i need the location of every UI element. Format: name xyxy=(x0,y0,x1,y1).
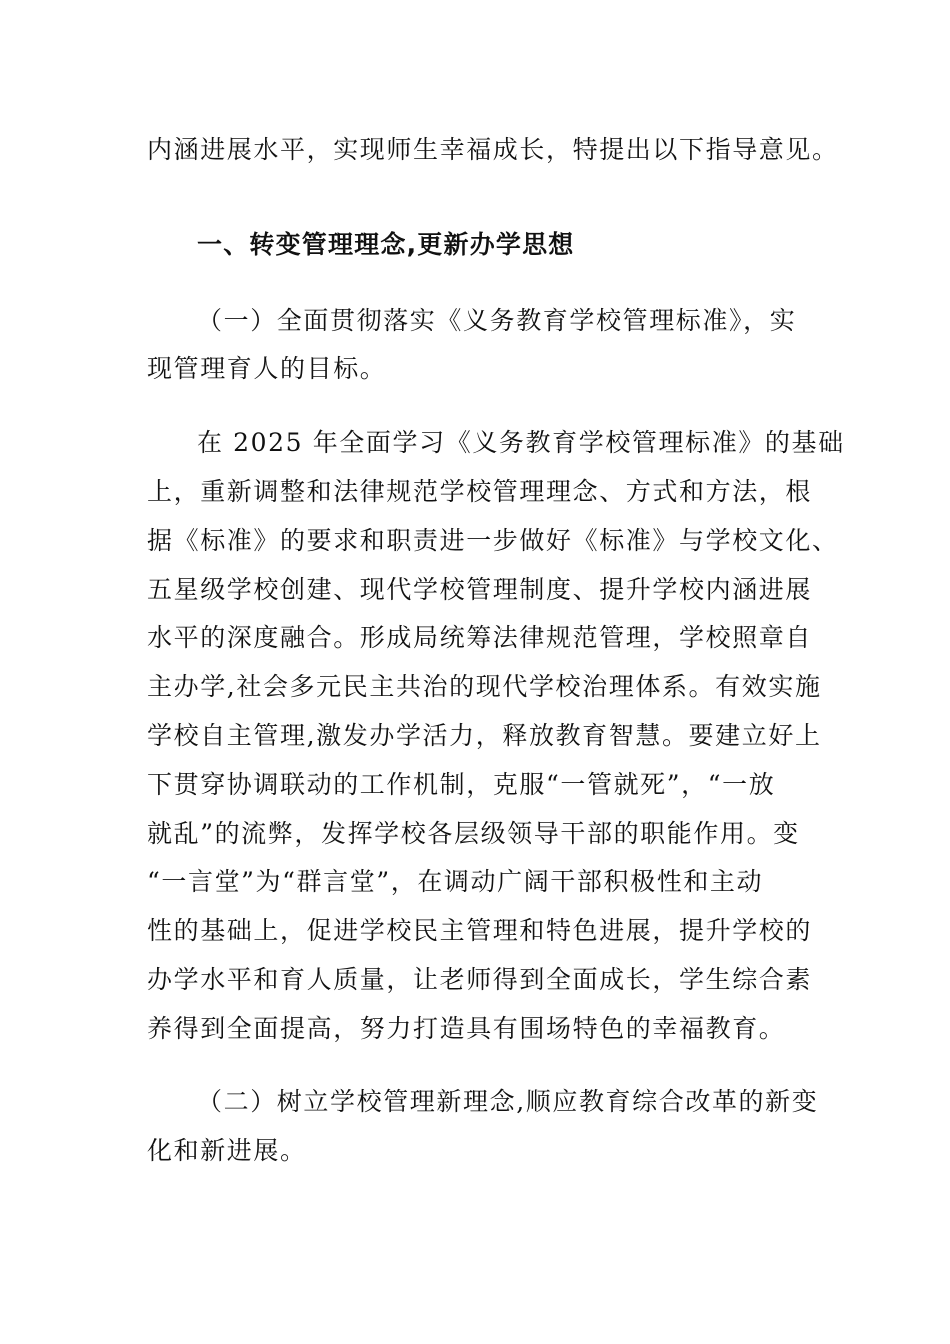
paragraph-line: 主办学,社会多元民主共治的现代学校治理体系。有效实施 xyxy=(147,672,822,701)
paragraph-line: 下贯穿协调联动的工作机制，克服“一管就死”，“一放 xyxy=(147,770,776,799)
subsection-title-line: 现管理育人的目标。 xyxy=(147,354,387,383)
paragraph-line: 五星级学校创建、现代学校管理制度、提升学校内涵进展 xyxy=(147,575,813,604)
paragraph-line: 性的基础上，促进学校民主管理和特色进展，提升学校的 xyxy=(147,916,813,945)
paragraph-line: 办学水平和育人质量，让老师得到全面成长，学生综合素 xyxy=(147,965,813,994)
paragraph-line: 水平的深度融合。形成局统筹法律规范管理，学校照章自 xyxy=(147,623,813,652)
paragraph-line: 就乱”的流弊，发挥学校各层级领导干部的职能作用。变 xyxy=(147,819,800,848)
subsection-title-line: 化和新进展。 xyxy=(147,1136,307,1165)
paragraph-line: “一言堂”为“群言堂”，在调动广阔干部积极性和主动 xyxy=(147,867,764,896)
section-heading: 一、转变管理理念,更新办学思想 xyxy=(197,230,575,259)
subsection-title-line: （二）树立学校管理新理念,顺应教育综合改革的新变 xyxy=(197,1087,819,1116)
paragraph-line: 在 2025 年全面学习《义务教育学校管理标准》的基础 xyxy=(197,428,845,457)
paragraph-line: 据《标准》的要求和职责进一步做好《标准》与学校文化、 xyxy=(147,526,839,555)
paragraph-line: 学校自主管理,激发办学活力，释放教育智慧。要建立好上 xyxy=(147,721,822,750)
paragraph-line: 上，重新调整和法律规范学校管理理念、方式和方法，根 xyxy=(147,477,813,506)
subsection-title-line: （一）全面贯彻落实《义务教育学校管理标准》，实 xyxy=(197,306,797,335)
intro-line: 内涵进展水平，实现师生幸福成长，特提出以下指导意见。 xyxy=(147,135,839,164)
paragraph-line: 养得到全面提高，努力打造具有围场特色的幸福教育。 xyxy=(147,1014,786,1043)
